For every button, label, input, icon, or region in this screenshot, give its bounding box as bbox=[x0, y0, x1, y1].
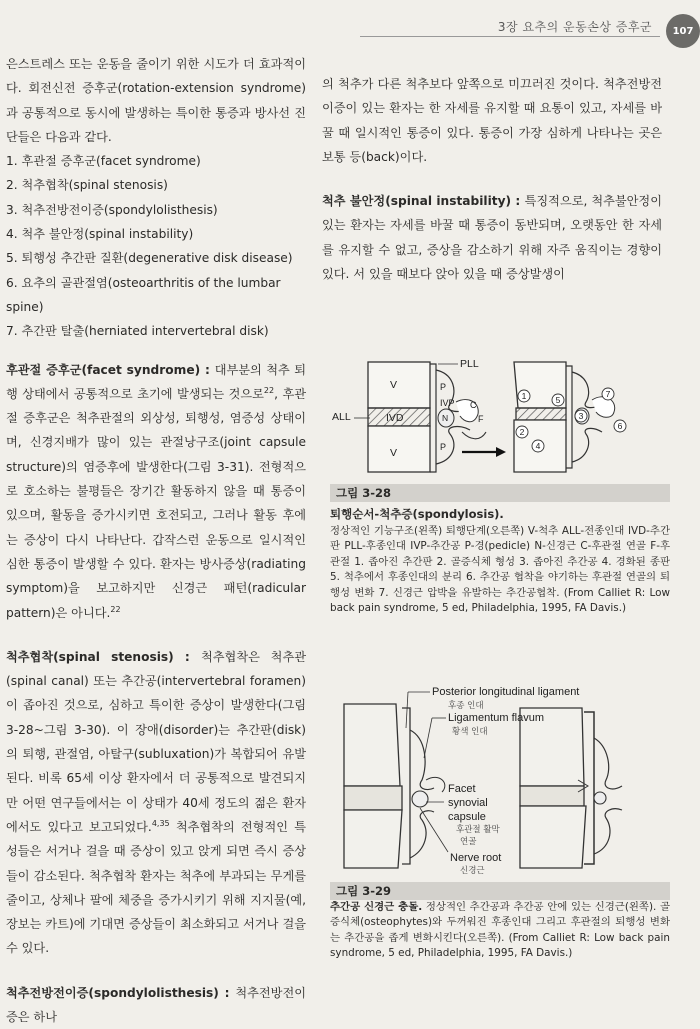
callout-2: 2 bbox=[519, 427, 525, 437]
figure-label: 그림 3-28 bbox=[330, 484, 670, 502]
figure-caption: 정상적인 기능구조(왼쪽) 퇴행단계(오른쪽) V-척추 ALL-전종인대 IVD-추간판 PLL-후종인대 IVP-추간공 P-경(pedicle) N-신경근 C-후관절 연골 F-후관절 1. 좁아진 추간판 2. 골증식체 형성 3. 좁아진 추간공 4. 경화된 종판 5. 척추에서 후종인대의 분리 6. 추간공 협착을 야기하는 후관절 연골의 퇴행성 변화 7. 신경근 압박을 유발하는 추간공협착. (From Calliet R: Low back pain syndrome, 5 ed, Philadelphia, 1995, FA Davis.) bbox=[330, 525, 670, 615]
label-nerve-root-kr: 신경근 bbox=[460, 866, 485, 876]
list-item: 7. 추간판 탈출(herniated intervertebral disk) bbox=[6, 324, 269, 339]
label-posterior-ligament-kr: 후종 인대 bbox=[448, 701, 484, 711]
reference-superscript: 4,35 bbox=[151, 818, 170, 828]
facet-syndrome-paragraph bbox=[6, 358, 306, 625]
label-p-upper: P bbox=[440, 382, 447, 392]
spondylolisthesis-paragraph bbox=[6, 981, 306, 1029]
callout-3: 3 bbox=[578, 411, 584, 421]
foraminal-impingement-diagram bbox=[330, 668, 670, 878]
label-facet-kr-2: 연골 bbox=[460, 837, 477, 847]
label-facet-kr-1: 후관절 활막 bbox=[456, 825, 500, 835]
spinal-stenosis-term: 척추협착(spinal stenosis) : bbox=[6, 649, 201, 664]
intro-paragraph: 은스트레스 또는 운동을 줄이기 위한 시도가 더 효과적이다. 회전신전 증후군(rotation-extension syndrome)과 공통적으로 동시에 발생하는 특이한 통증과 방사선 진단들은 다음과 같다. bbox=[6, 57, 306, 144]
figure-label: 그림 3-29 bbox=[330, 882, 670, 900]
facet-text-1: 대부분의 척추 퇴행 상태에서 공통적으로 초기에 발생되는 것으로 bbox=[6, 362, 306, 401]
figure-3-28 bbox=[330, 352, 670, 616]
figure-3-29 bbox=[330, 668, 670, 962]
spinal-stenosis-paragraph bbox=[6, 645, 306, 961]
callout-6: 6 bbox=[617, 421, 623, 431]
callout-5: 5 bbox=[555, 395, 561, 405]
label-ligamentum-flavum-kr: 황색 인대 bbox=[452, 727, 488, 737]
figure-caption bbox=[330, 900, 670, 962]
label-posterior-ligament: Posterior longitudinal ligament bbox=[432, 686, 580, 698]
diagnosis-list bbox=[6, 149, 306, 343]
label-ivp: IVP bbox=[440, 398, 455, 408]
label-n: N bbox=[442, 413, 449, 423]
reference-superscript: 22 bbox=[110, 604, 121, 614]
list-item: 2. 척추협착(spinal stenosis) bbox=[6, 178, 168, 193]
label-nerve-root: Nerve root bbox=[450, 852, 502, 864]
label-facet-3: capsule bbox=[448, 811, 486, 823]
list-item: 3. 척추전방전이증(spondylolisthesis) bbox=[6, 202, 218, 217]
list-item: 6. 요추의 골관절염(osteoarthritis of the lumbar spine) bbox=[6, 275, 281, 314]
label-ivd: IVD bbox=[386, 412, 404, 424]
facet-syndrome-term: 후관절 증후군(facet syndrome) : bbox=[6, 362, 215, 377]
spondylosis-diagram bbox=[330, 352, 670, 480]
label-ligamentum-flavum: Ligamentum flavum bbox=[448, 712, 544, 724]
label-c: C bbox=[470, 400, 477, 410]
label-v-upper: V bbox=[390, 379, 398, 391]
left-column bbox=[6, 52, 306, 1029]
label-p-lower: P bbox=[440, 442, 447, 452]
stenosis-text-1: 척추협착은 척추관(spinal canal) 또는 추간공(intervertebral foramen)이 좁아진 것으로, 심하고 특이한 증상이 발생한다(그림 3-28~그림 3-30). 이 장애(disorder)는 추간판(disk)의 퇴행, 관절염, 아탈구(subluxation)가 복합되어 유발된다. 비록 65세 이상 환자에서 더 공통적으로 발견되지만 어떤 연구들에서는 이 상태가 40세 정도의 젊은 환자에서도 있다고 보고되었다. bbox=[6, 649, 307, 834]
reference-superscript: 22 bbox=[263, 385, 275, 395]
list-item: 5. 퇴행성 추간판 질환(degenerative disk disease) bbox=[6, 251, 293, 266]
spondylo-text: 척추전방전이증은 하나 bbox=[6, 985, 306, 1024]
instability-term: 척추 불안정(spinal instability) : bbox=[322, 194, 525, 209]
page-header bbox=[360, 14, 700, 44]
list-item: 4. 척추 불안정(spinal instability) bbox=[6, 227, 194, 242]
facet-text-2: , 후관절 증후군은 척추관절의 외상성, 퇴행성, 염증성 상태이며, 신경지배가 많이 있는 관절낭구조(joint capsule structure)의 염증후에 발생한다(그림 3-31). 전형적으로 호소하는 불평들은 장기간 활동하지 않을 때 통증이 있으며, 활동을 증가시키면 호전되고, 그러나 활동 후에는 증상이 다시 나타난다. 갑작스런 운동으로 일시적인 심한 통증이 발생할 수 있다. 환자는 방사증상(radiating symptom)을 보고하지만 신경근 패턴(radicular pattern)은 아니다. bbox=[6, 386, 307, 620]
label-f: F bbox=[478, 414, 484, 424]
instability-paragraph bbox=[322, 189, 662, 286]
figure-caption-text: 정상적인 추간공과 추간공 안에 있는 신경근(왼쪽). 골증식체(osteophytes)와 두꺼워진 후종인대 그리고 후관절의 퇴행성 변화는 추간공을 좁게 변화시킨다(오른쪽). (From Calliet R: Low back pain syndrome, 5 ed, Philadelphia, 1995, FA Davis.) bbox=[330, 901, 671, 960]
spondylolisthesis-continuation: 의 척추가 다른 척추보다 앞쪽으로 미끄러진 것이다. 척추전방전이증이 있는 환자는 한 자세를 유지할 때 요통이 있고, 자세를 바꿀 때 일시적인 통증이 있다. 통증이 가장 심하게 나타나는 곳은 보통 등(back)이다. bbox=[322, 77, 662, 164]
right-column bbox=[322, 72, 662, 286]
label-v-lower: V bbox=[390, 447, 398, 459]
spondylolisthesis-term: 척추전방전이증(spondylolisthesis) : bbox=[6, 985, 236, 1000]
instability-text: 특징적으로, 척추불안정이 있는 환자는 자세를 바꿀 때 통증이 동반되며, 오랫동안 한 자세를 유지할 수 없고, 증상을 감소하기 위해 자주 움직이는 경향이 있다. 서 있을 때보다 앉아 있을 때 증상발생이 bbox=[322, 194, 662, 282]
figure-title: 퇴행순서-척추증(spondylosis). bbox=[330, 507, 504, 521]
stenosis-text-2: 척추협착의 전형적인 특성들은 서거나 걸을 때 증상이 있고 앉게 되면 즉시 증상들이 감소된다. 척추협착 환자는 척추에 부과되는 무게를 줄이고, 상체나 팔에 체중을 증가시키기 위해 지지물(예, 장보는 카트)에 기대면 증상들이 최소화되고 서거나 걸을 수 있다. bbox=[6, 819, 306, 956]
label-pll: PLL bbox=[460, 358, 479, 370]
chapter-title: 3장 요추의 운동손상 증후군 bbox=[497, 20, 652, 34]
figure-title: 추간공 신경근 충돌. bbox=[330, 901, 423, 913]
callout-4: 4 bbox=[535, 441, 541, 451]
page-number: 107 bbox=[666, 14, 700, 48]
label-all: ALL bbox=[332, 411, 351, 423]
callout-1: 1 bbox=[521, 391, 527, 401]
label-facet-2: synovial bbox=[448, 797, 488, 809]
arrow-head-icon bbox=[496, 447, 506, 457]
callout-7: 7 bbox=[605, 389, 611, 399]
header-rule bbox=[360, 36, 660, 37]
label-facet-1: Facet bbox=[448, 783, 476, 795]
list-item: 1. 후관절 증후군(facet syndrome) bbox=[6, 154, 201, 169]
